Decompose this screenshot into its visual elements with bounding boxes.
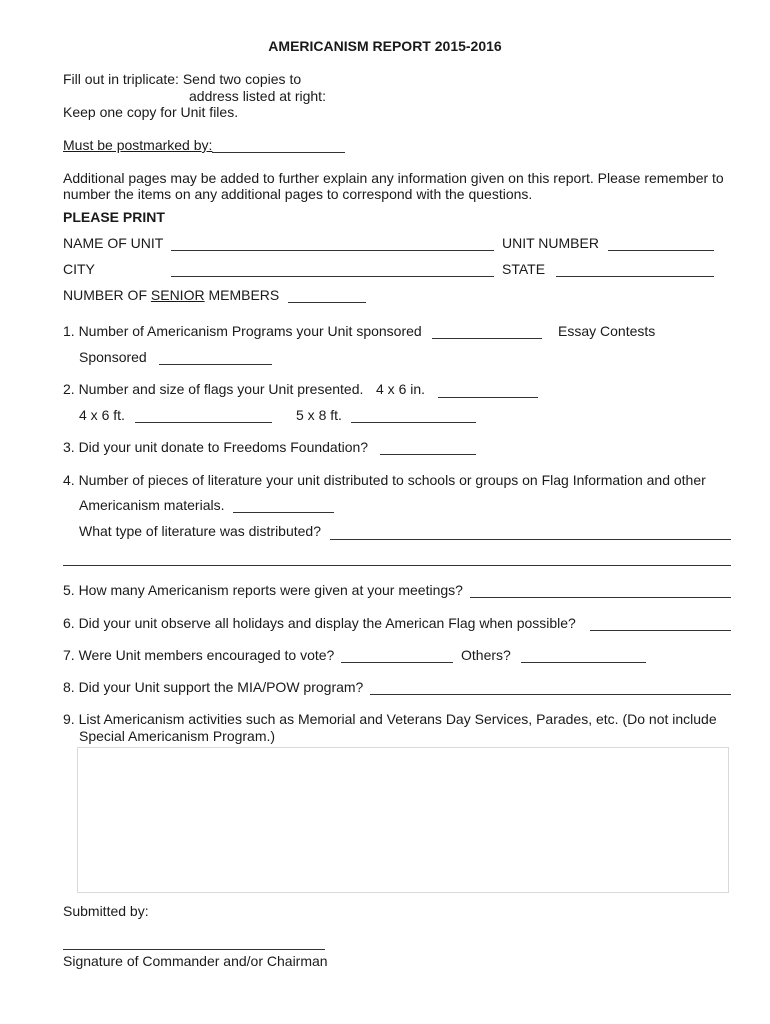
q7-others-field[interactable] [521,662,646,663]
q7-label: 7. Were Unit members encouraged to vote? [63,647,335,663]
signature-field[interactable] [63,949,325,950]
q1-programs-field[interactable] [432,338,542,339]
name-of-unit-label: NAME OF UNIT [63,235,164,251]
q5-label: 5. How many Americanism reports were given at your meetings? [63,582,463,598]
q4-type-field-line-2[interactable] [63,565,731,566]
additional-note-line-2: number the items on any additional pages to correspond with the questions. [63,186,533,202]
q2-4x6in-field[interactable] [438,397,538,398]
q2-size-5x8ft-label: 5 x 8 ft. [296,407,342,423]
name-of-unit-field[interactable] [171,250,494,251]
q9-label-line-2: Special Americanism Program.) [79,728,276,744]
please-print-heading: PLEASE PRINT [63,209,165,225]
q4-count-field[interactable] [233,512,334,513]
q6-field[interactable] [590,630,731,631]
q5-field[interactable] [470,597,731,598]
postmark-label: Must be postmarked by: [63,137,213,153]
intro-line-3: Keep one copy for Unit files. [63,104,239,120]
q7-vote-field[interactable] [341,662,453,663]
state-field[interactable] [556,276,714,277]
signature-label: Signature of Commander and/or Chairman [63,953,328,969]
q1-label: 1. Number of Americanism Programs your Unit sponsored [63,323,422,339]
q6-label: 6. Did your unit observe all holidays and display the American Flag when possible? [63,615,576,631]
q3-label: 3. Did your unit donate to Freedoms Foundation? [63,439,369,455]
state-label: STATE [502,261,546,277]
q4-label-line-2: Americanism materials. [79,497,225,513]
q3-field[interactable] [380,454,476,455]
intro-line-1: Fill out in triplicate: Send two copies to [63,71,302,87]
additional-note-line-1: Additional pages may be added to further explain any information given on this report. Please remember to [63,170,724,186]
q2-4x6ft-field[interactable] [135,422,272,423]
q9-activities-textarea[interactable] [77,747,729,893]
submitted-by-label: Submitted by: [63,903,149,919]
page-title: AMERICANISM REPORT 2015-2016 [268,38,502,54]
q8-label: 8. Did your Unit support the MIA/POW program? [63,679,364,695]
q4-type-field-line-1[interactable] [330,539,731,540]
q2-size-4x6in-label: 4 x 6 in. [376,381,426,397]
q4-label-line-1: 4. Number of pieces of literature your unit distributed to schools or groups on Flag Information and other [63,472,706,488]
senior-members-field[interactable] [288,302,366,303]
city-field[interactable] [171,276,494,277]
q2-size-4x6ft-label: 4 x 6 ft. [79,407,125,423]
q7-others-label: Others? [461,647,511,663]
q4-type-label: What type of literature was distributed? [79,523,322,539]
q1-essay-contests-label: Essay Contests [558,323,656,339]
postmark-date-field[interactable] [212,152,345,153]
q1-sponsored-label: Sponsored [79,349,147,365]
q9-label-line-1: 9. List Americanism activities such as Memorial and Veterans Day Services, Parades, etc. (Do not include [63,711,717,727]
q1-sponsored-field[interactable] [159,364,272,365]
unit-number-field[interactable] [608,250,714,251]
q8-field[interactable] [370,694,731,695]
intro-line-2: address listed at right: [189,88,326,104]
senior-members-label: NUMBER OF SENIOR MEMBERS [63,287,280,303]
unit-number-label: UNIT NUMBER [502,235,599,251]
city-label: CITY [63,261,95,277]
q2-5x8ft-field[interactable] [351,422,476,423]
q2-label: 2. Number and size of flags your Unit presented. [63,381,364,397]
